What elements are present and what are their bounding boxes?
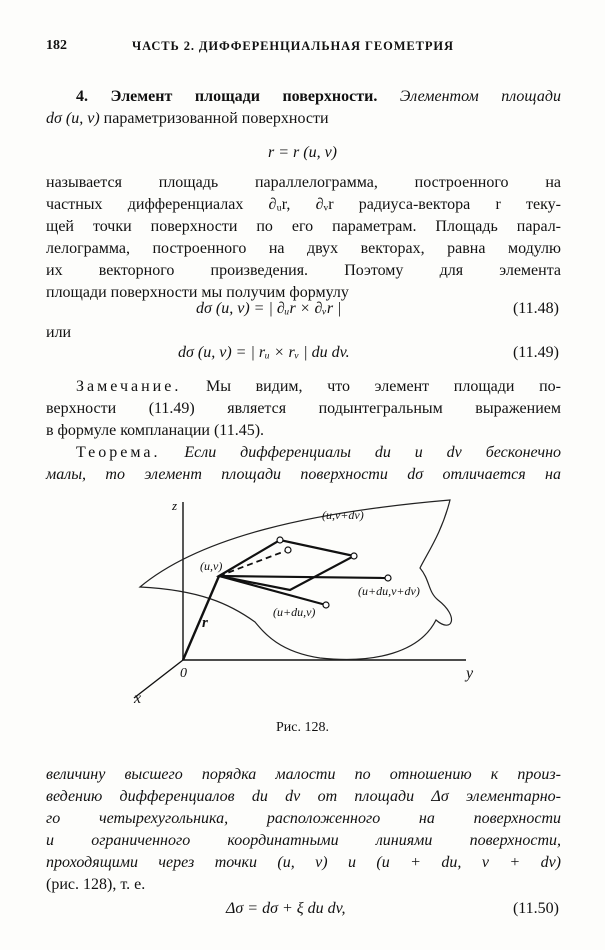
theorem-line-1 — [76, 442, 561, 464]
radius-vector — [183, 576, 219, 660]
theorem-label: Теорема. — [76, 444, 161, 461]
point-du-dv — [385, 575, 391, 581]
section-lead-italic: Элементом площади — [399, 88, 561, 105]
point-u-dv — [277, 537, 283, 543]
axis-x-label: x — [134, 690, 142, 707]
vector-r-label: r — [202, 615, 208, 631]
equation-number-11-50: (11.50) — [512, 900, 559, 917]
dsigma-symbol: dσ (u, v) — [46, 110, 100, 127]
point-mid — [285, 547, 291, 553]
equation-11-49: dσ (u, v) = | rᵤ × rᵥ | du dv. — [178, 344, 350, 361]
section-heading: 4. Элемент площади поверхности. — [76, 88, 378, 105]
du-vector — [219, 576, 388, 578]
equation-number-11-48: (11.48) — [512, 300, 559, 317]
section-line-2-text: параметризованной поверхности — [103, 110, 329, 127]
remark-line: в формуле компланации (11.45). — [46, 422, 265, 439]
para2-line: величину высшего порядка малости по отношению к произ- — [46, 766, 561, 783]
x-axis — [134, 660, 183, 698]
figure-caption: Рис. 128. — [276, 720, 329, 735]
para1-line: щей точки поверхности по его параметрам. Площадь парал- — [46, 218, 561, 235]
equation-surface — [0, 142, 605, 164]
remark-label: Замечание. — [76, 378, 182, 395]
theorem-line-2: малы, то элемент площади поверхности dσ отличается на — [46, 466, 561, 483]
point-corner — [351, 553, 357, 559]
point-u-dv-label: (u,v+dv) — [322, 508, 364, 522]
para2-line: ведению дифференциалов du dv от площади Δσ элементарно- — [46, 788, 561, 805]
para2-line: проходящими через точки (u, v) и (u + du, v + dv) — [46, 854, 561, 871]
para1-line: лелограмма, построенного на двух векторах, равна модулю — [46, 240, 561, 257]
remark-line: верхности (11.49) является подынтегральным выражением — [46, 400, 561, 417]
section-heading-line — [76, 86, 561, 108]
running-title: ЧАСТЬ 2. ДИФФЕРЕНЦИАЛЬНАЯ ГЕОМЕТРИЯ — [132, 39, 454, 53]
section-line-2 — [46, 108, 561, 130]
equation-11-50: Δσ = dσ + ξ du dv, — [226, 900, 346, 917]
axis-z-label: z — [172, 498, 178, 513]
para2-line: (рис. 128), т. е. — [46, 876, 146, 893]
para1-line: частных дифференциалах ∂ᵤr, ∂ᵥr радиуса-вектора r теку- — [46, 196, 561, 213]
page-header — [46, 38, 561, 60]
point-uv-label: (u,v) — [200, 559, 223, 573]
equation-11-48: dσ (u, v) = | ∂ᵤr × ∂ᵥr | — [196, 300, 342, 317]
figure-128 — [120, 492, 480, 710]
surface-outline — [140, 500, 451, 659]
theorem-text: Если дифференциалы du и dv бесконечно — [184, 444, 562, 461]
point-du-dv-label: (u+du,v+dv) — [358, 584, 420, 598]
para1-line: называется площадь параллелограмма, построенного на — [46, 174, 561, 191]
axis-y-label: y — [466, 665, 474, 682]
para2-line: и ограниченного координатными линиями поверхности, — [46, 832, 561, 849]
page-number: 182 — [46, 38, 67, 53]
origin-label: 0 — [180, 666, 187, 681]
para1-line: площади поверхности мы получим формулу — [46, 284, 349, 301]
remark-text: Мы видим, что элемент площади по- — [205, 378, 561, 395]
para2-line: го четырехугольника, расположенного на поверхности — [46, 810, 561, 827]
point-du-v-label: (u+du,v) — [273, 605, 316, 619]
equation-number-11-49: (11.49) — [512, 344, 559, 361]
para1-line: их векторного произведения. Поэтому для элемента — [46, 262, 561, 279]
point-du-v — [323, 602, 329, 608]
dashed-diagonal — [219, 550, 288, 576]
connector-ili: или — [46, 324, 72, 341]
equation-surface-text: r = r (u, v) — [267, 144, 337, 161]
remark-line-1 — [76, 376, 561, 398]
